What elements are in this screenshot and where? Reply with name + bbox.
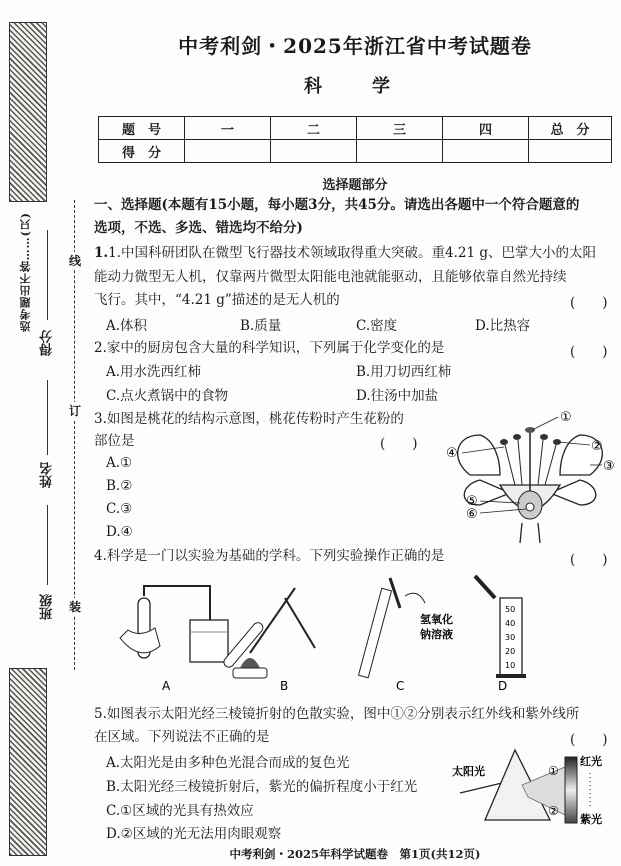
score-input-3[interactable] [357,140,443,163]
flower-label-5: ⑤ [466,494,478,509]
q1-option-b[interactable]: B.质量 [240,318,282,334]
red-light-label: 红光 [580,755,602,768]
q2-option-b[interactable]: B.用刀切西红柿 [356,364,452,380]
exam-title: 中考利剑・2025年浙江省中考试题卷 [178,34,532,58]
peach-flower-diagram [440,405,620,545]
score-cell-total: 总 分 [529,117,612,140]
q3-line2: 部位是 [94,433,135,449]
score-input-4[interactable] [443,140,529,163]
q5-option-b[interactable]: B.太阳光经三棱镜折射后，紫光的偏折程度小于红光 [106,779,418,795]
binding-word-line: 线 [68,254,81,268]
flower-label-2: ② [591,439,603,454]
score-input-1[interactable] [185,140,271,163]
cylinder-tick-30: 30 [505,633,516,642]
lab-reagent-line2: 钠溶液 [420,628,453,641]
q5-answer-paren[interactable]: ( ) [570,732,608,748]
q2-option-a[interactable]: A.用水洗西红柿 [106,364,202,380]
lab-label-a: A [162,679,171,693]
field-name-label: 姓名 [40,462,55,488]
score-input-total[interactable] [529,140,612,163]
q1-line2: 能动力微型无人机，仅靠两片微型太阳能电池就能驱动，且能够依靠自然光持续 [94,269,567,285]
binding-note: 选考题出不答……(只) [19,212,32,333]
violet-light-label: 紫光 [580,813,602,826]
q1-option-c[interactable]: C.密度 [356,318,398,334]
cylinder-tick-40: 40 [505,619,516,628]
q1-line3: 飞行。其中，“4.21 g”描述的是无人机的 [94,292,340,308]
score-cell-label: 题 号 [99,117,185,140]
q3-option-c[interactable]: C.③ [106,501,133,517]
lab-option-d-figure [475,576,526,693]
sunlight-label: 太阳光 [452,765,485,778]
binding-hatch-bottom [9,668,47,856]
q4-line1: 4.科学是一门以实验为基础的学科。下列实验操作正确的是 [94,548,445,564]
binding-hatch-top [9,22,47,202]
q3-line1: 3.如图是桃花的结构示意图，桃花传粉时产生花粉的 [94,411,404,427]
q4-answer-paren[interactable]: ( ) [570,552,608,568]
score-table-header-row [99,117,612,140]
q5-line1: 5.如图表示太阳光经三棱镜折射的色散实验，图中①②分别表示红外线和紫外线所 [94,706,580,722]
score-cell-4: 四 [443,117,529,140]
q1-answer-paren[interactable]: ( ) [570,295,608,311]
score-row-label: 得 分 [99,140,185,163]
section-heading: 选择题部分 [322,178,388,193]
lab-option-b-figure [222,588,315,693]
q3-option-d[interactable]: D.④ [106,524,133,540]
flower-label-6: ⑥ [466,507,478,522]
q2-answer-paren[interactable]: ( ) [570,344,608,360]
lab-label-b: B [280,679,289,693]
q2-option-c[interactable]: C.点火煮锅中的食物 [106,388,229,404]
q5-line2: 在区域。下列说法不正确的是 [94,729,270,745]
q1-option-a[interactable]: A.体积 [106,318,148,334]
section-intro-line1: 一、选择题(本题有15小题，每小题3分，共45分。请选出各题中一个符合题意的 [94,197,580,213]
q5-option-c[interactable]: C.①区域的光具有热效应 [106,803,254,819]
section-intro-line2: 选项，不选、多选、错选均不给分) [94,220,303,236]
lab-label-d: D [498,679,508,693]
flower-label-4: ④ [446,446,458,461]
field-score-label: 得分 [40,330,55,356]
lab-option-a-figure [120,586,228,693]
cylinder-tick-50: 50 [505,605,516,614]
score-input-2[interactable] [271,140,357,163]
lab-reagent-line1: 氢氧化 [420,613,453,626]
subject-title: 科 学 [304,76,406,97]
field-class-underline [47,505,48,585]
cylinder-tick-10: 10 [505,661,516,670]
score-table-score-row [99,140,612,163]
flower-label-3: ③ [603,459,615,474]
lab-label-c: C [396,679,405,693]
q3-answer-paren[interactable]: ( ) [380,436,418,452]
q3-option-a[interactable]: A.① [106,455,133,471]
q1-line1: 1.1.中国科研团队在微型飞行器技术领域取得重大突破。重4.21 g、巴掌大小的太阳 [94,245,596,261]
binding-word-bind: 装 [68,600,81,614]
prism-mark-2: ② [548,804,559,818]
lab-option-c-figure [359,578,453,693]
page-footer: 中考利剑・2025年科学试题卷 第1页(共12页) [229,847,481,861]
field-score-underline [47,230,48,320]
q1-text-1: 1.中国科研团队在微型飞行器技术领域取得重大突破。重4.21 g、巴掌大小的太阳 [108,245,596,261]
field-name-underline [47,380,48,455]
score-cell-2: 二 [271,117,357,140]
q1-option-d[interactable]: D.比热容 [475,318,531,334]
q2-line1: 2.家中的厨房包含大量的科学知识，下列属于化学变化的是 [94,340,445,356]
prism-dispersion-diagram [440,745,616,830]
q5-option-d[interactable]: D.②区域的光无法用肉眼观察 [106,826,282,842]
flower-label-1: ① [560,410,572,425]
field-class-label: 班级 [40,594,55,620]
lab-operations-figure [100,568,610,698]
cylinder-tick-20: 20 [505,647,516,656]
score-cell-3: 三 [357,117,443,140]
prism-mark-1: ① [548,764,559,778]
score-table [98,116,612,163]
q3-option-b[interactable]: B.② [106,478,133,494]
binding-word-staple: 订 [68,404,81,418]
q2-option-d[interactable]: D.往汤中加盐 [356,388,439,404]
score-cell-1: 一 [185,117,271,140]
q5-option-a[interactable]: A.太阳光是由多种色光混合而成的复色光 [106,755,350,771]
